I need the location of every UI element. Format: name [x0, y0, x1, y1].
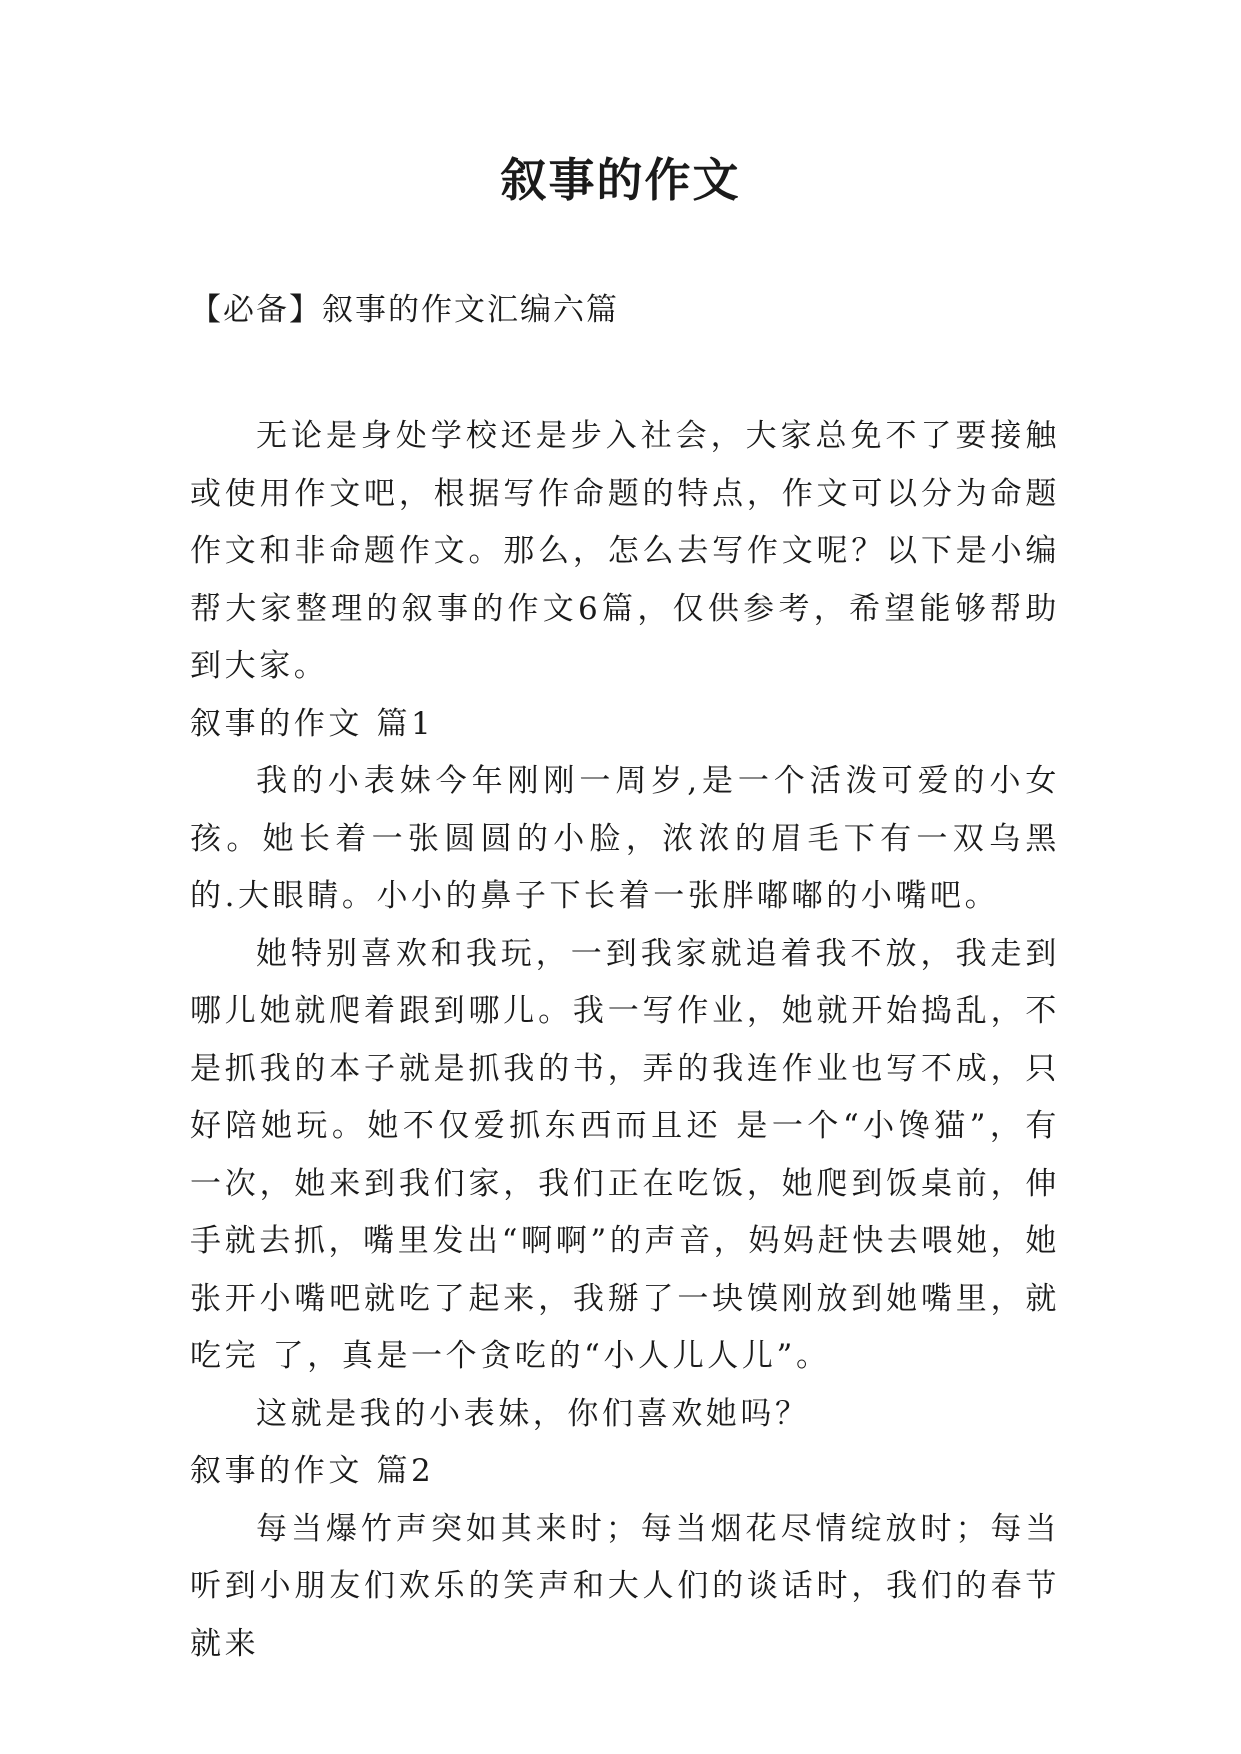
paragraph: 我的小表妹今年刚刚一周岁,是一个活泼可爱的小女孩。她长着一张圆圆的小脸，浓浓的眉毛下有一双乌黑的.大眼睛。小小的鼻子下长着一张胖嘟嘟的小嘴吧。: [190, 763, 1060, 914]
paragraph: 她特别喜欢和我玩，一到我家就追着我不放，我走到哪儿她就爬着跟到哪儿。我一写作业，她就开始捣乱，不是抓我的本子就是抓我的书，弄的我连作业也写不成，只好陪她玩。她不仅爱抓东西而且还 是一个“小馋猫”，有一次，她来到我们家，我们正在吃饭，她爬到饭桌前，伸手就去抓，嘴里发出“啊啊”的声音，妈妈赶快去喂她，她张开小嘴吧就吃了起来，我掰了一块馍刚放到她嘴里，就吃完 了，真是一个贪吃的“小人儿人儿”。: [190, 935, 1060, 1374]
document-subtitle: 【必备】叙事的作文汇编六篇: [190, 292, 619, 328]
paragraph: 这就是我的小表妹，你们喜欢她吗？: [256, 1395, 810, 1432]
document-title: 叙事的作文: [500, 153, 741, 207]
document-body: [190, 408, 1060, 1673]
paragraph: 每当爆竹声突如其来时；每当烟花尽情绽放时；每当听到小朋友们欢乐的笑声和大人们的谈话时，我们的春节就来: [190, 1510, 1060, 1662]
section-heading-1: 叙事的作文 篇1: [190, 705, 435, 742]
section-heading-2: 叙事的作文 篇2: [190, 1453, 435, 1489]
paragraph-intro: 无论是身处学校还是步入社会，大家总免不了要接触或使用作文吧，根据写作命题的特点，作文可以分为命题作文和非命题作文。那么，怎么去写作文呢？以下是小编帮大家整理的叙事的作文6篇，仅供参考，希望能够帮助到大家。: [190, 418, 1060, 684]
